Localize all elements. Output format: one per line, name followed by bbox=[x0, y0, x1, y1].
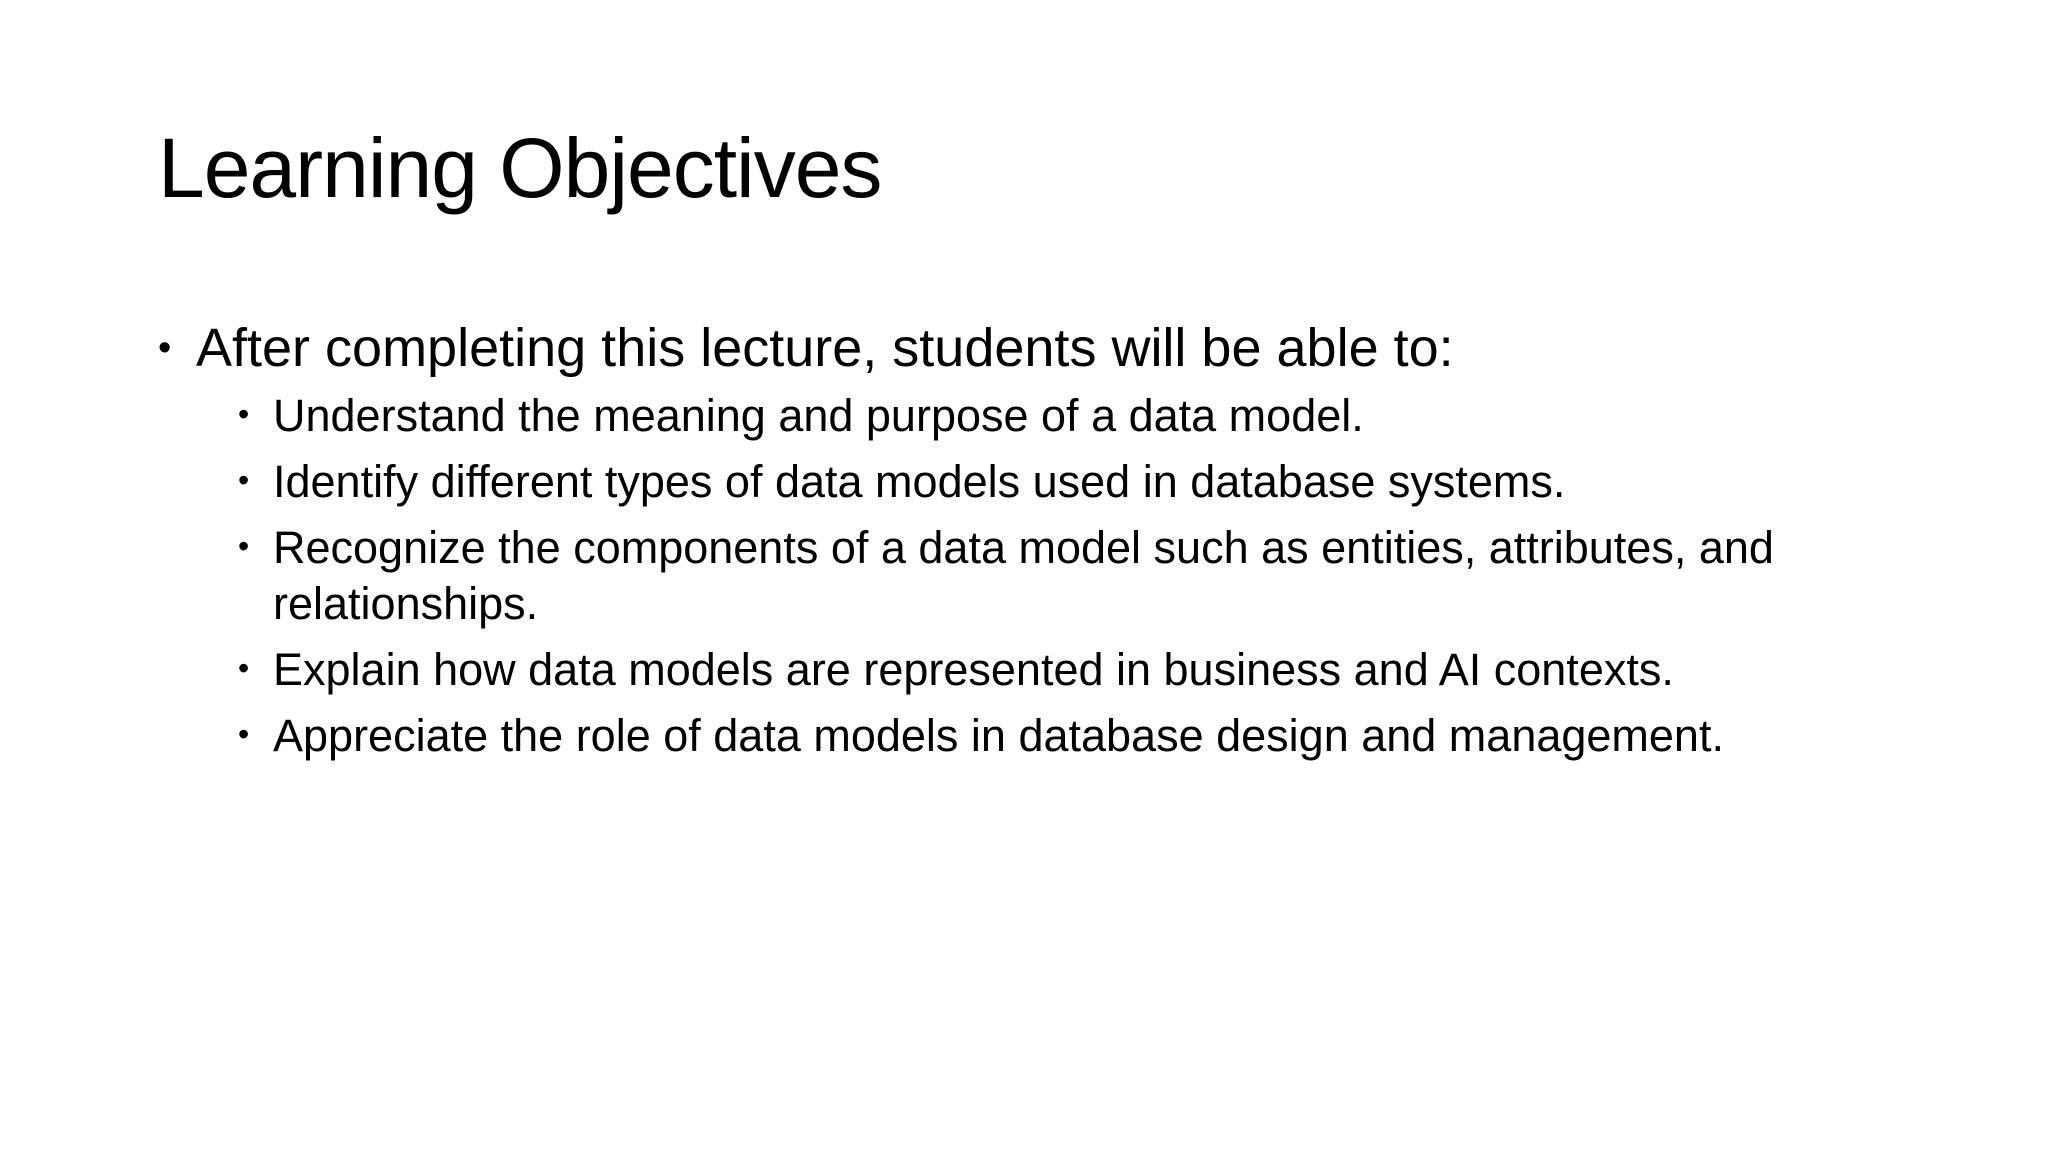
slide-content bbox=[158, 312, 1918, 774]
bullet-icon: • bbox=[238, 462, 250, 498]
objective-text: Understand the meaning and purpose of a data model. bbox=[273, 390, 1364, 441]
objective-item bbox=[238, 708, 1833, 764]
main-bullet-text: After completing this lecture, students will be able to: bbox=[196, 318, 1454, 378]
bullet-icon: • bbox=[238, 396, 250, 432]
objective-text: Recognize the components of a data model such as entities, attributes, and relationships. bbox=[273, 522, 1774, 629]
objective-text: Appreciate the role of data models in database design and management. bbox=[273, 710, 1724, 761]
objective-item bbox=[238, 454, 1833, 510]
objective-item bbox=[238, 520, 1833, 632]
bullet-icon: • bbox=[238, 528, 250, 564]
bullet-icon: • bbox=[238, 650, 250, 686]
objective-text: Explain how data models are represented in business and AI contexts. bbox=[273, 644, 1674, 695]
main-bullet-item bbox=[158, 312, 1918, 384]
bullet-icon: • bbox=[158, 327, 172, 369]
objective-item bbox=[238, 388, 1833, 444]
objective-item bbox=[238, 642, 1833, 698]
objectives-list bbox=[158, 388, 1918, 764]
bullet-icon: • bbox=[238, 716, 250, 752]
objective-text: Identify different types of data models used in database systems. bbox=[273, 456, 1566, 507]
slide-title: Learning Objectives bbox=[158, 121, 882, 215]
